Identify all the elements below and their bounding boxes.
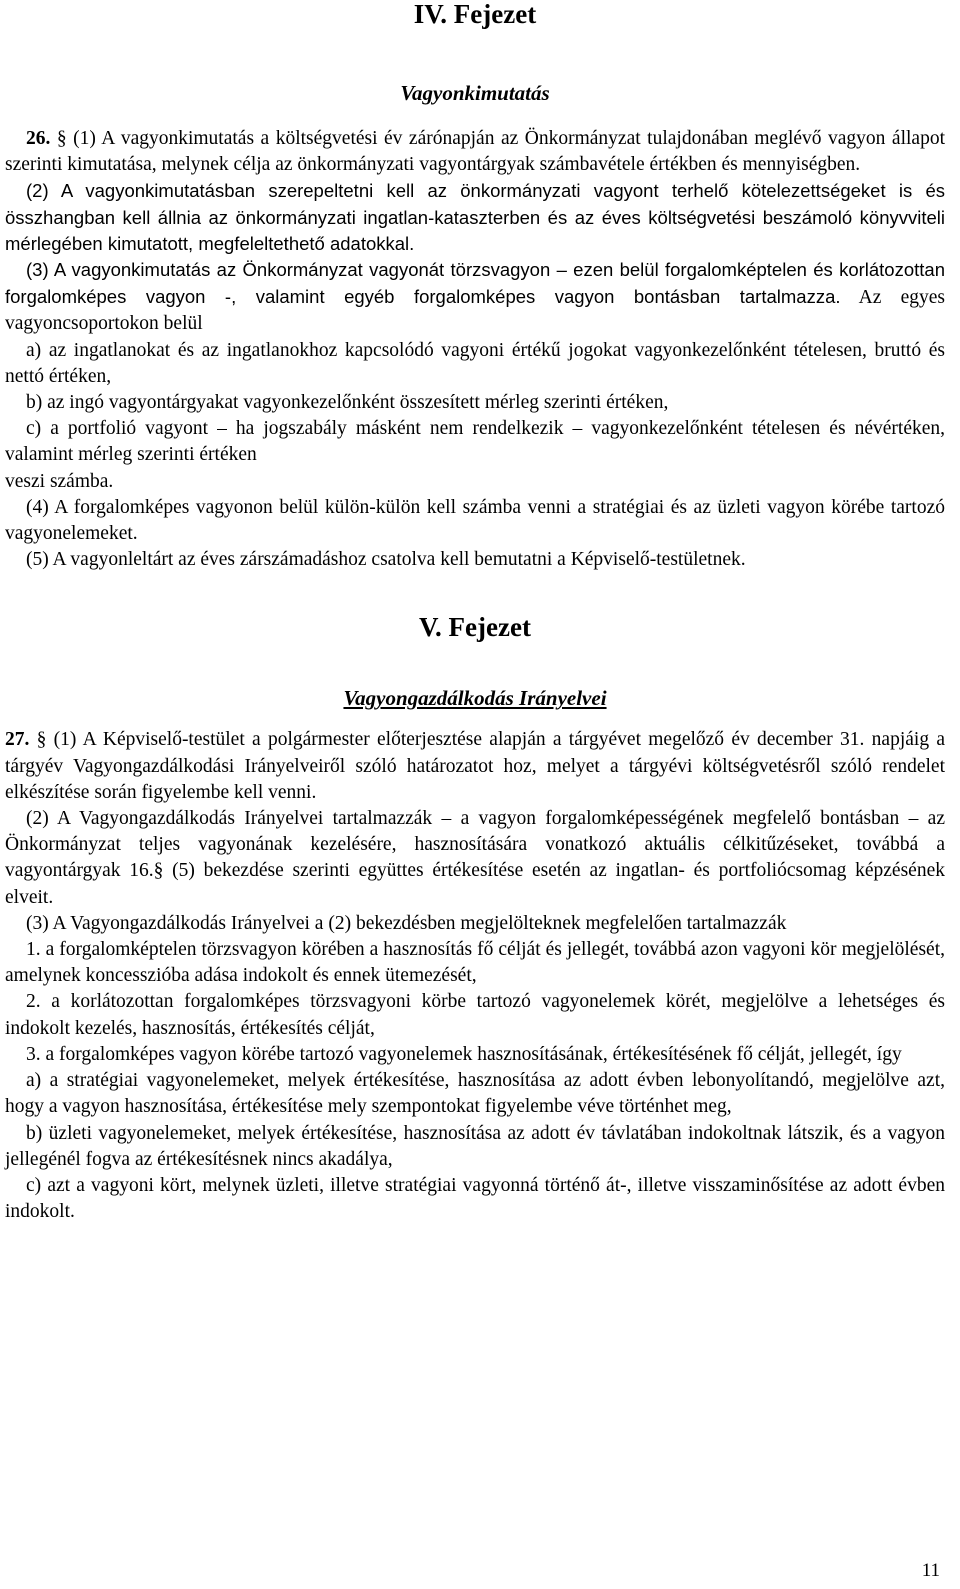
- chapter-5-title: V. Fejezet: [419, 612, 531, 643]
- section-26-item-b: b) az ingó vagyontárgyakat vagyonkezelőnként összesített mérleg szerinti értéken,: [26, 392, 669, 414]
- section-26-paragraph-5: (5) A vagyonleltárt az éves zárszámadáshoz csatolva kell bemutatni a Képviselő-testületnek.: [26, 549, 746, 571]
- chapter-4-title: IV. Fejezet: [413, 0, 537, 29]
- page-number: 11: [921, 1560, 940, 1581]
- section-27-item-3a: a) a stratégiai vagyonelemeket, melyek értékesítése, hasznosítása az adott évben lebonyolítandó, megjelölve azt, hogy a vagyon hasznosítása, értékesítése mely szempontokat figyelembe véve történhet meg,: [5, 1070, 945, 1118]
- section-27-item-3b: b) üzleti vagyonelemeket, melyek értékesítése, hasznosítása az adott év távlatában indokoltnak látszik, és a vagyon jellegénél fogva az értékesítésnek nincs akadálya,: [5, 1122, 945, 1170]
- document-page: [5, 0, 945, 1225]
- section-27-item-3c: c) azt a vagyoni kört, melynek üzleti, illetve stratégiai vagyonná történő át-, illetve visszaminősítése az adott évben indokolt.: [5, 1174, 945, 1223]
- section-26-number: 26.: [26, 128, 51, 149]
- section-26-item-a: a) az ingatlanokat és az ingatlanokhoz kapcsolódó vagyoni értékű jogokat vagyonkezelőnként tételesen, bruttó és nettó értéken,: [5, 339, 945, 387]
- section-26-item-c: c) a portfolió vagyont – ha jogszabály másként nem rendelkezik – vagyonkezelőnként tételesen és névértéken, valamint mérleg szerinti értéken: [5, 418, 945, 466]
- section-27-item-1: 1. a forgalomképtelen törzsvagyon körében a hasznosítás fő célját és jellegét, továbbá azon vagyoni kör megjelölését, amelynek koncesszióba adása indokolt és ennek ütemezését,: [5, 939, 945, 987]
- section-27-paragraph-3: (3) A Vagyongazdálkodás Irányelvei a (2) bekezdésben megjelölteknek megfelelően tartalmazzák: [26, 912, 787, 934]
- chapter-5-subtitle: Vagyongazdálkodás Irányelvei: [343, 686, 607, 711]
- section-26-paragraph-3: (3) A vagyonkimutatás az Önkormányzat vagyonát törzsvagyon – ezen belül forgalomképtelen és korlátozottan forgalomképes vagyon -, valamint egyéb forgalomképes vagyon bontásban tartalmazza. Az egyes vagyoncsoportokon belül: [5, 259, 945, 335]
- section-27-paragraph-1: 27. § (1) A Képviselő-testület a polgármester előterjesztése alapján a tárgyévet megelőző év december 31. napjáig a tárgyév Vagyongazdálkodási Irányelveiről szóló határozatot hoz, melyet a tárgyévi költségvetésről szóló rendelet elkészítése során figyelembe kell venni.: [5, 729, 945, 803]
- section-27-item-3: 3. a forgalomképes vagyon körébe tartozó vagyonelemek hasznosításának, értékesítésének fő célját, jellegét, így: [26, 1043, 902, 1065]
- chapter-4-subtitle: Vagyonkimutatás: [400, 81, 550, 105]
- section-26-item-end: veszi számba.: [5, 470, 114, 492]
- section-26-paragraph-2: (2) A vagyonkimutatásban szerepeltetni kell az önkormányzati vagyont terhelő kötelezettségeket is és összhangban kell állnia az önkormányzati ingatlan-kataszterben és az éves költségvetési beszámoló könyvviteli mérlegében kimutatott, megfeleltethető adatokkal.: [5, 180, 945, 254]
- section-27-number: 27.: [5, 729, 30, 751]
- section-27-paragraph-2: (2) A Vagyongazdálkodás Irányelvei tartalmazzák – a vagyon forgalomképességének megfelelő bontásban – az Önkormányzat teljes vagyonának kezelésére, hasznosítására vonatkozó aktuális célkitűzéseket, továbbá a vagyontárgyak 16.§ (5) bekezdése szerinti együttes értékesítése esetén az ingatlan- és portfoliócsomag képzésének elveit.: [5, 808, 945, 908]
- section-27-item-2: 2. a korlátozottan forgalomképes törzsvagyoni körbe tartozó vagyonelemek körét, megjelölve a lehetséges és indokolt kezelés, hasznosítás, értékesítés célját,: [5, 991, 945, 1039]
- section-26-paragraph-4: (4) A forgalomképes vagyonon belül külön-külön kell számba venni a stratégiai és az üzleti vagyon körébe tartozó vagyonelemeket.: [5, 496, 945, 545]
- section-26-paragraph-1: 26. § (1) A vagyonkimutatás a költségvetési év zárónapján az Önkormányzat tulajdonában meglévő vagyon állapot szerinti kimutatása, melynek célja az önkormányzati vagyontárgyak számbavétele értékben és mennyiségben.: [5, 128, 945, 176]
